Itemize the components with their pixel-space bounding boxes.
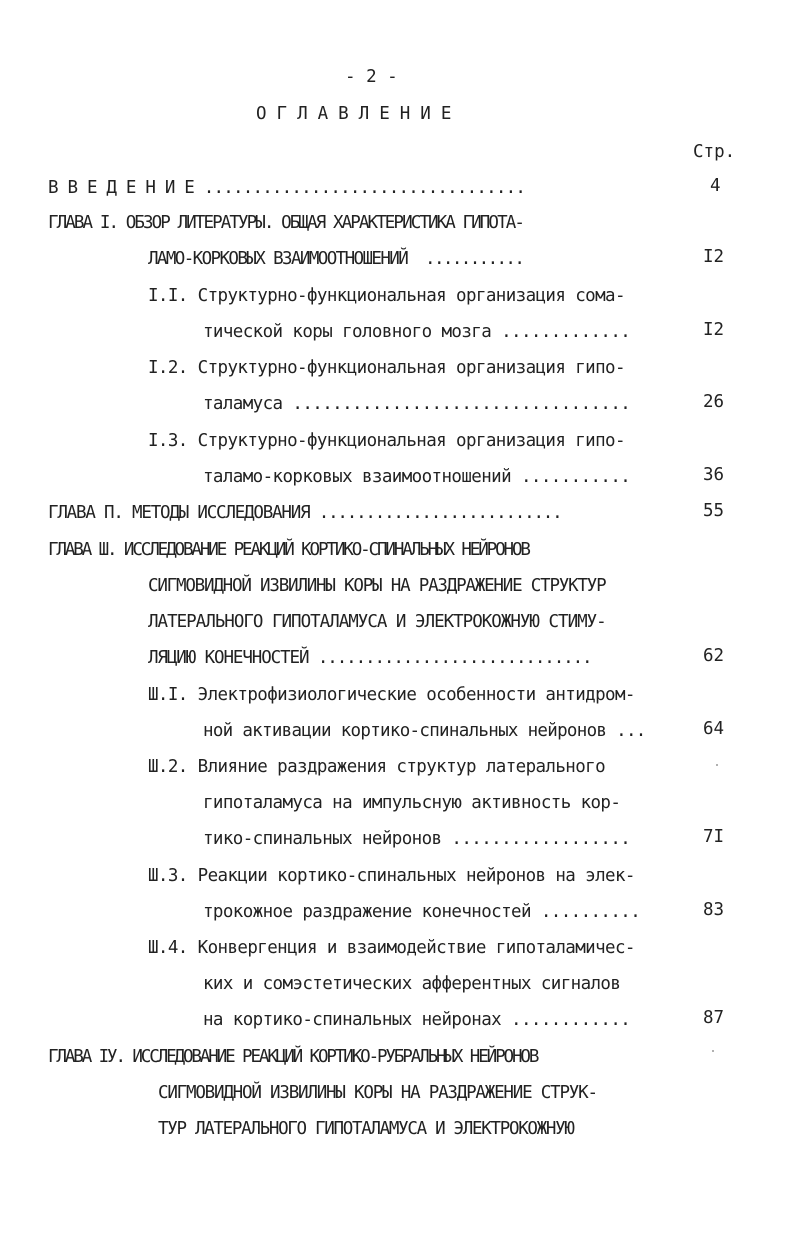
toc-entry-section-3-2-cont-2: тико-спинальных нейронов .................. <box>203 829 631 849</box>
toc-entry-section-1-2: I.2. Структурно-функциональная организация гипо- <box>148 358 625 378</box>
toc-entry-section-3-4: Ш.4. Конвергенция и взаимодействие гипоталамичес- <box>148 938 635 958</box>
toc-entry-chapter-1: ГЛАВА I. ОБЗОР ЛИТЕРАТУРЫ. ОБЩАЯ ХАРАКТЕРИСТИКА ГИПОТА- <box>48 213 523 233</box>
scan-speck <box>716 764 718 766</box>
toc-entry-section-3-3-cont: трокожное раздражение конечностей .......... <box>203 902 641 922</box>
toc-entry-section-1-3: I.3. Структурно-функциональная организация гипо- <box>148 431 625 451</box>
toc-entry-chapter-3: ГЛАВА Ш. ИССЛЕДОВАНИЕ РЕАКЦИЙ КОРТИКО-СПИНАЛЬНЫХ НЕЙРОНОВ <box>48 540 529 560</box>
toc-entry-chapter-4-cont-2: ТУР ЛАТЕРАЛЬНОГО ГИПОТАЛАМУСА И ЭЛЕКТРОКОЖНУЮ <box>158 1119 574 1139</box>
page-ref-section-1-1: I2 <box>703 320 725 340</box>
page-ref-chapter-1: I2 <box>703 247 725 267</box>
page-ref-section-3-3: 83 <box>703 900 725 920</box>
page-ref-chapter-2: 55 <box>703 501 725 521</box>
toc-entry-section-1-2-cont: таламуса .................................. <box>203 394 631 414</box>
toc-entry-intro: В В Е Д Е Н И Е ................................. <box>48 178 526 198</box>
scan-speck <box>712 1050 714 1052</box>
page-number: - 2 - <box>345 67 398 87</box>
page-ref-section-1-2: 26 <box>703 392 725 412</box>
page-ref-section-3-1: 64 <box>703 719 725 739</box>
toc-entry-chapter-3-cont-3: ЛЯЦИЮ КОНЕЧНОСТЕЙ ............................. <box>148 648 592 668</box>
toc-entry-chapter-4-cont-1: СИГМОВИДНОЙ ИЗВИЛИНЫ КОРЫ НА РАЗДРАЖЕНИЕ СТРУК- <box>158 1083 597 1103</box>
toc-entry-section-3-1: Ш.I. Электрофизиологические особенности антидром- <box>148 685 635 705</box>
toc-entry-section-3-3: Ш.3. Реакции кортико-спинальных нейронов на элек- <box>148 866 635 886</box>
page-ref-section-1-3: 36 <box>703 465 725 485</box>
page-ref-section-3-2: 7I <box>703 827 725 847</box>
toc-entry-section-3-1-cont: ной активации кортико-спинальных нейронов ... <box>203 721 646 741</box>
page-ref-chapter-3: 62 <box>703 646 725 666</box>
toc-entry-section-3-4-cont-1: ких и сомэстетических афферентных сигналов <box>203 974 621 994</box>
toc-heading: ОГЛАВЛЕНИЕ <box>256 104 462 124</box>
toc-entry-section-1-1-cont: тической коры головного мозга ............. <box>203 322 631 342</box>
toc-entry-chapter-3-cont-1: СИГМОВИДНОЙ ИЗВИЛИНЫ КОРЫ НА РАЗДРАЖЕНИЕ СТРУКТУР <box>148 576 606 596</box>
toc-entry-section-1-3-cont: таламо-корковых взаимоотношений ........... <box>203 467 631 487</box>
page-ref-intro: 4 <box>710 176 721 196</box>
toc-entry-section-3-2: Ш.2. Влияние раздражения структур латерального <box>148 757 606 777</box>
page-ref-section-3-4: 87 <box>703 1008 725 1028</box>
toc-entry-section-3-2-cont-1: гипоталамуса на импульсную активность кор- <box>203 793 621 813</box>
toc-entry-chapter-3-cont-2: ЛАТЕРАЛЬНОГО ГИПОТАЛАМУСА И ЭЛЕКТРОКОЖНУЮ СТИМУ- <box>148 612 606 632</box>
page-column-label: Стр. <box>693 142 736 162</box>
toc-entry-chapter-4: ГЛАВА IУ. ИССЛЕДОВАНИЕ РЕАКЦИЙ КОРТИКО-РУБРАЛЬНЫХ НЕЙРОНОВ <box>48 1047 538 1067</box>
toc-entry-chapter-1-cont: ЛАМО-КОРКОВЫХ ВЗАИМООТНОШЕНИЙ ........... <box>148 249 524 269</box>
toc-entry-section-3-4-cont-2: на кортико-спинальных нейронах ............ <box>203 1010 631 1030</box>
toc-entry-chapter-2: ГЛАВА П. МЕТОДЫ ИССЛЕДОВАНИЯ .......................... <box>48 503 562 523</box>
toc-entry-section-1-1: I.I. Структурно-функциональная организация сома- <box>148 286 625 306</box>
